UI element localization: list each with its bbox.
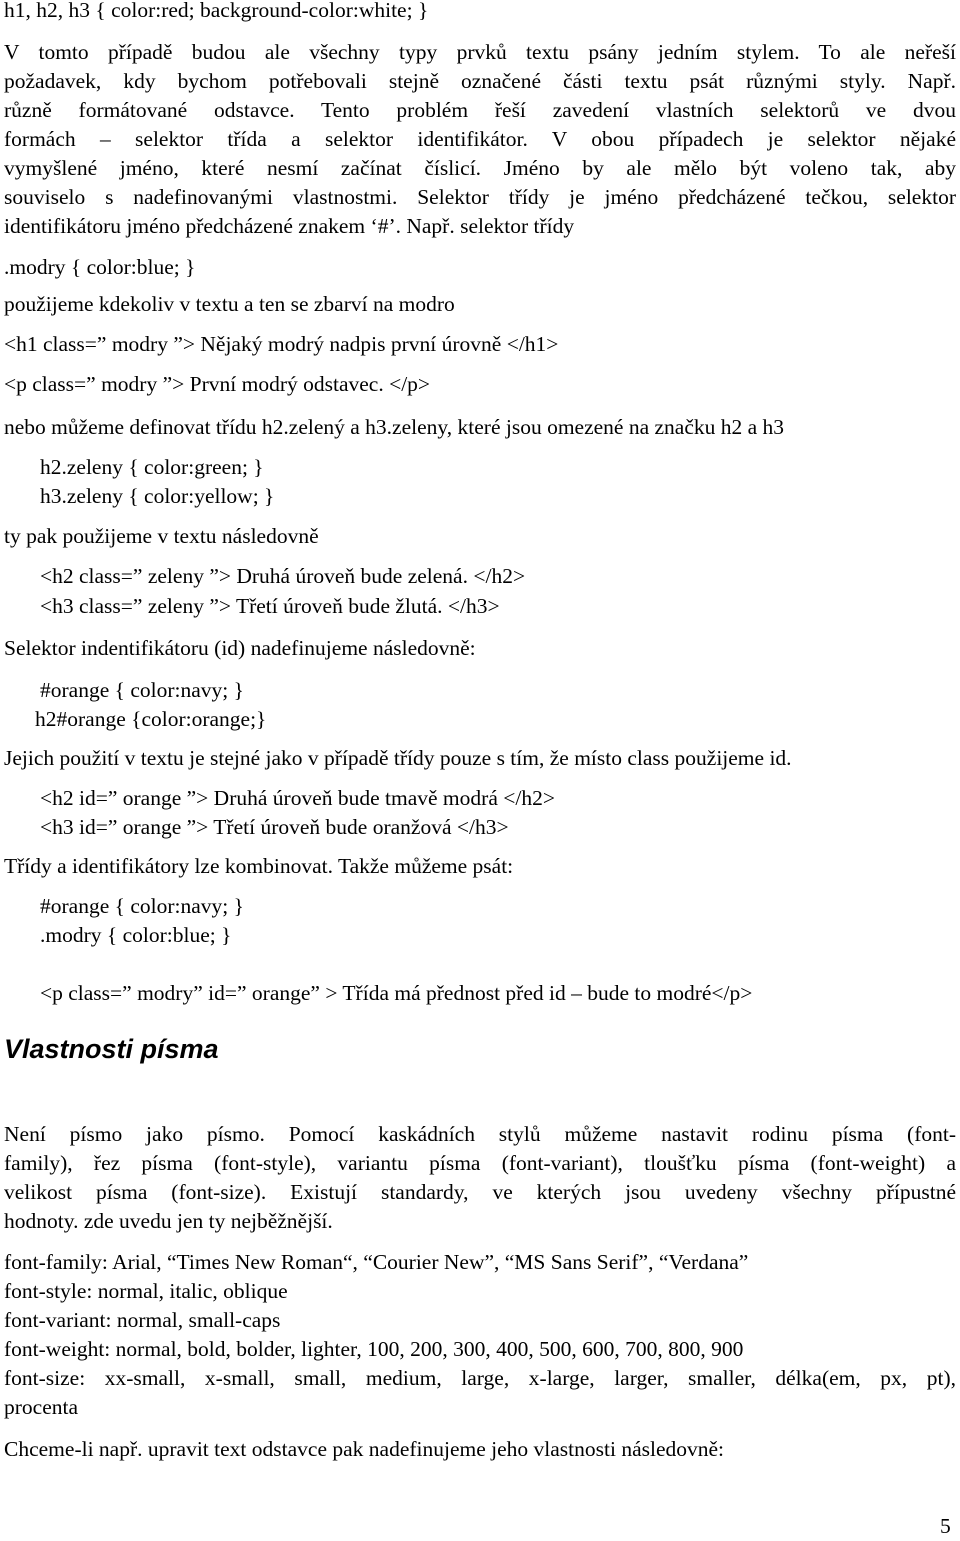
text-line: nebo můžeme definovat třídu h2.zelený a h3.zeleny, které jsou omezené na značku h2 a h3: [4, 415, 785, 439]
text-line: Jejich použití v textu je stejné jako v případě třídy pouze s tím, že místo class použijeme id.: [4, 746, 792, 770]
text-line: Selektor indentifikátoru (id) nadefinujeme následovně:: [4, 636, 476, 660]
code-rule-modry: .modry { color:blue; }: [4, 255, 196, 279]
code-rule-orange: #orange { color:navy; }: [40, 678, 244, 702]
list-item: font-family: Arial, “Times New Roman“, “Courier New”, “MS Sans Serif”, “Verdana”: [4, 1250, 749, 1274]
paragraph-line: hodnoty. zde uvedu jen ty nejběžnější.: [4, 1209, 333, 1233]
code-rule-zeleny-h3: h3.zeleny { color:yellow; }: [40, 484, 275, 508]
css-rule-headings: h1, h2, h3 { color:red; background-color:white; }: [4, 0, 429, 22]
code-rule-modry: .modry { color:blue; }: [40, 923, 232, 947]
code-rule-zeleny-h2: h2.zeleny { color:green; }: [40, 455, 264, 479]
code-rule-orange: #orange { color:navy; }: [40, 894, 244, 918]
paragraph-line: požadavek, kdy bychom potřebovali stejně označené části textu psát různými styly. Např.: [4, 69, 956, 93]
paragraph-line: souviselo s nadefinovanými vlastnostmi. Selektor třídy je jméno předcházené tečkou, selektor: [4, 185, 956, 209]
code-example: <h1 class=” modry ”> Nějaký modrý nadpis první úrovně </h1>: [4, 332, 559, 356]
paragraph-line: V tomto případě budou ale všechny typy prvků textu psány jedním stylem. To ale neřeší: [4, 40, 956, 64]
text-line: ty pak použijeme v textu následovně: [4, 524, 319, 548]
paragraph-line: Není písmo jako písmo. Pomocí kaskádních stylů můžeme nastavit rodinu písma (font-: [4, 1122, 956, 1146]
paragraph-line: identifikátoru jméno předcházené znakem ‘#’. Např. selektor třídy: [4, 214, 575, 238]
code-example: <h2 id=” orange ”> Druhá úroveň bude tmavě modrá </h2>: [40, 786, 555, 810]
code-example: <p class=” modry” id=” orange” > Třída má přednost před id – bude to modré</p>: [40, 981, 753, 1005]
list-item: font-style: normal, italic, oblique: [4, 1279, 288, 1303]
list-item: font-size: xx-small, x-small, small, medium, large, x-large, larger, smaller, délka(em, px, pt),: [4, 1366, 956, 1390]
list-item: procenta: [4, 1395, 79, 1419]
text-line: Chceme-li např. upravit text odstavce pak nadefinujeme jeho vlastnosti následovně:: [4, 1437, 725, 1461]
paragraph-line: vymyšlené jméno, které nesmí začínat číslicí. Jméno by ale mělo být voleno tak, aby: [4, 156, 956, 180]
list-item: font-variant: normal, small-caps: [4, 1308, 281, 1332]
text-line: Třídy a identifikátory lze kombinovat. Takže můžeme psát:: [4, 854, 514, 878]
code-example: <h3 class=” zeleny ”> Třetí úroveň bude žlutá. </h3>: [40, 594, 500, 618]
code-example: <h3 id=” orange ”> Třetí úroveň bude oranžová </h3>: [40, 815, 509, 839]
section-heading: Vlastnosti písma: [4, 1034, 219, 1064]
text-line: použijeme kdekoliv v textu a ten se zbarví na modro: [4, 292, 455, 316]
page-number: 5: [940, 1514, 951, 1538]
code-example: <p class=” modry ”> První modrý odstavec. </p>: [4, 372, 431, 396]
paragraph-line: family), řez písma (font-style), variantu písma (font-variant), tloušťku písma (font-weight) a: [4, 1151, 956, 1175]
list-item: font-weight: normal, bold, bolder, lighter, 100, 200, 300, 400, 500, 600, 700, 800, 900: [4, 1337, 744, 1361]
code-example: <h2 class=” zeleny ”> Druhá úroveň bude zelená. </h2>: [40, 564, 526, 588]
code-rule-h2-orange: h2#orange {color:orange;}: [35, 707, 267, 731]
paragraph-line: různě formátované odstavce. Tento problém řeší zavedení vlastních selektorů ve dvou: [4, 98, 956, 122]
paragraph-line: formách – selektor třída a selektor identifikátor. V obou případech je selektor nějaké: [4, 127, 956, 151]
paragraph-line: velikost písma (font-size). Existují standardy, ve kterých jsou uvedeny všechny přípustné: [4, 1180, 956, 1204]
